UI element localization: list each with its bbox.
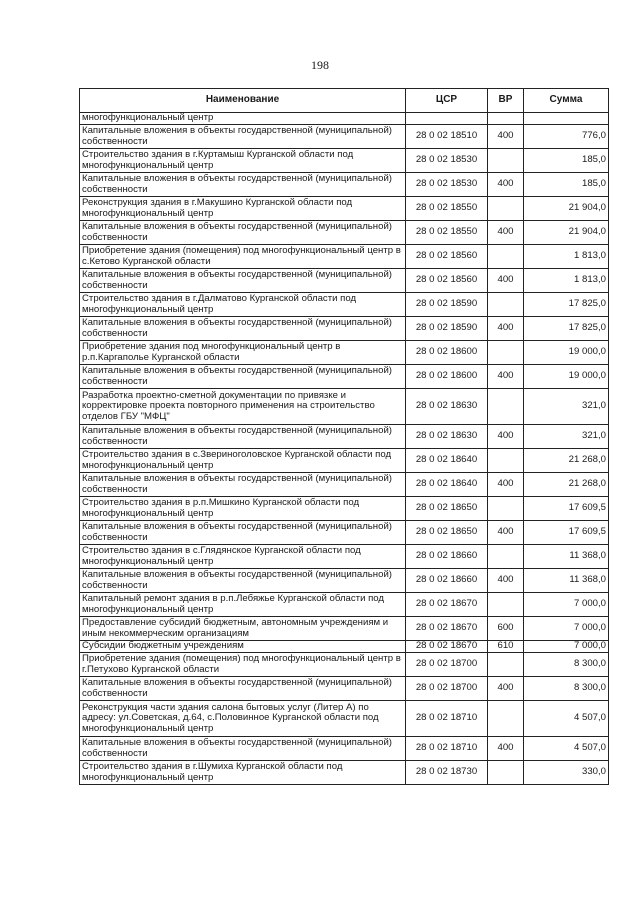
table-row — [80, 197, 609, 221]
cell-vr: 400 — [488, 569, 524, 593]
cell-sum: 7 000,0 — [524, 593, 609, 617]
cell-name: Строительство здания в с.Глядянское Курганской области под многофункциональный центр — [80, 545, 406, 569]
cell-sum: 17 825,0 — [524, 293, 609, 317]
cell-sum: 21 904,0 — [524, 197, 609, 221]
cell-name: Капитальные вложения в объекты государственной (муниципальной) собственности — [80, 521, 406, 545]
cell-name: Предоставление субсидий бюджетным, автономным учреждениям и иным некоммерческим организациям — [80, 617, 406, 641]
cell-vr: 400 — [488, 269, 524, 293]
table-row — [80, 365, 609, 389]
cell-name: Приобретение здания (помещения) под многофункциональный центр в г.Петухово Курганской области — [80, 653, 406, 677]
cell-name: Капитальный ремонт здания в р.п.Лебяжье Курганской области под многофункциональный центр — [80, 593, 406, 617]
cell-vr — [488, 293, 524, 317]
cell-vr — [488, 245, 524, 269]
cell-sum: 11 368,0 — [524, 569, 609, 593]
cell-vr: 400 — [488, 425, 524, 449]
table-row — [80, 341, 609, 365]
table-row — [80, 653, 609, 677]
cell-name: Разработка проектно-сметной документации по привязке и корректировке проекта повторного применения на строительство отделов ГБУ "МФЦ" — [80, 389, 406, 425]
cell-sum: 1 813,0 — [524, 245, 609, 269]
cell-csr: 28 0 02 18700 — [406, 677, 488, 701]
cell-vr — [488, 701, 524, 737]
table-row — [80, 521, 609, 545]
table-row — [80, 317, 609, 341]
cell-sum: 7 000,0 — [524, 617, 609, 641]
cell-name: Строительство здания в с.Звериноголовское Курганской области под многофункциональный центр — [80, 449, 406, 473]
cell-name: Капитальные вложения в объекты государственной (муниципальной) собственности — [80, 473, 406, 497]
header-sum: Сумма — [524, 89, 609, 113]
cell-csr: 28 0 02 18670 — [406, 641, 488, 653]
cell-vr — [488, 389, 524, 425]
table-row — [80, 761, 609, 785]
cell-csr — [406, 113, 488, 125]
cell-csr: 28 0 02 18510 — [406, 125, 488, 149]
cell-sum: 321,0 — [524, 389, 609, 425]
header-name: Наименование — [80, 89, 406, 113]
cell-csr: 28 0 02 18530 — [406, 173, 488, 197]
table-row — [80, 617, 609, 641]
cell-name: Реконструкция части здания салона бытовых услуг (Литер А) по адресу: ул.Советская, д.64, с.Половинное Курганской области под многофункциональный центр — [80, 701, 406, 737]
cell-sum: 7 000,0 — [524, 641, 609, 653]
cell-name: Строительство здания в г.Шумиха Курганской области под многофункциональный центр — [80, 761, 406, 785]
cell-csr: 28 0 02 18590 — [406, 317, 488, 341]
table-row — [80, 473, 609, 497]
cell-name: Строительство здания в р.п.Мишкино Курганской области под многофункциональный центр — [80, 497, 406, 521]
cell-csr: 28 0 02 18600 — [406, 365, 488, 389]
table-row — [80, 221, 609, 245]
cell-vr — [488, 545, 524, 569]
cell-csr: 28 0 02 18670 — [406, 593, 488, 617]
cell-vr — [488, 113, 524, 125]
cell-vr — [488, 653, 524, 677]
cell-csr: 28 0 02 18660 — [406, 569, 488, 593]
cell-vr: 610 — [488, 641, 524, 653]
cell-csr: 28 0 02 18590 — [406, 293, 488, 317]
cell-name: Строительство здания в г.Далматово Курганской области под многофункциональный центр — [80, 293, 406, 317]
table-row — [80, 449, 609, 473]
cell-csr: 28 0 02 18630 — [406, 425, 488, 449]
cell-vr — [488, 149, 524, 173]
table-row — [80, 545, 609, 569]
cell-sum: 17 609,5 — [524, 497, 609, 521]
cell-csr: 28 0 02 18640 — [406, 473, 488, 497]
table-row — [80, 149, 609, 173]
cell-vr: 400 — [488, 677, 524, 701]
cell-csr: 28 0 02 18550 — [406, 197, 488, 221]
cell-name: многофункциональный центр — [80, 113, 406, 125]
table-row — [80, 269, 609, 293]
cell-sum: 8 300,0 — [524, 677, 609, 701]
table-row — [80, 293, 609, 317]
table-row — [80, 125, 609, 149]
cell-name: Капитальные вложения в объекты государственной (муниципальной) собственности — [80, 365, 406, 389]
cell-sum: 19 000,0 — [524, 365, 609, 389]
cell-sum: 19 000,0 — [524, 341, 609, 365]
cell-vr: 400 — [488, 221, 524, 245]
cell-sum: 11 368,0 — [524, 545, 609, 569]
cell-csr: 28 0 02 18710 — [406, 701, 488, 737]
cell-vr — [488, 497, 524, 521]
cell-name: Капитальные вложения в объекты государственной (муниципальной) собственности — [80, 317, 406, 341]
cell-name: Субсидии бюджетным учреждениям — [80, 641, 406, 653]
cell-vr: 400 — [488, 365, 524, 389]
table-row — [80, 173, 609, 197]
table-row — [80, 245, 609, 269]
cell-csr: 28 0 02 18700 — [406, 653, 488, 677]
cell-vr — [488, 341, 524, 365]
table-body — [80, 113, 609, 785]
cell-name: Приобретение здания (помещения) под многофункциональный центр в с.Кетово Курганской области — [80, 245, 406, 269]
cell-name: Капитальные вложения в объекты государственной (муниципальной) собственности — [80, 125, 406, 149]
cell-csr: 28 0 02 18650 — [406, 521, 488, 545]
cell-sum: 185,0 — [524, 173, 609, 197]
table-row — [80, 677, 609, 701]
cell-name: Строительство здания в г.Куртамыш Курганской области под многофункциональный центр — [80, 149, 406, 173]
cell-vr: 400 — [488, 125, 524, 149]
cell-vr: 600 — [488, 617, 524, 641]
cell-sum: 185,0 — [524, 149, 609, 173]
budget-table — [79, 88, 609, 785]
cell-vr: 400 — [488, 521, 524, 545]
cell-vr: 400 — [488, 737, 524, 761]
table-row — [80, 113, 609, 125]
cell-vr: 400 — [488, 473, 524, 497]
cell-sum: 17 825,0 — [524, 317, 609, 341]
table-row — [80, 497, 609, 521]
table-row — [80, 641, 609, 653]
cell-vr — [488, 197, 524, 221]
cell-csr: 28 0 02 18600 — [406, 341, 488, 365]
cell-sum: 1 813,0 — [524, 269, 609, 293]
cell-sum — [524, 113, 609, 125]
header-vr: ВР — [488, 89, 524, 113]
cell-name: Капитальные вложения в объекты государственной (муниципальной) собственности — [80, 677, 406, 701]
cell-sum: 21 268,0 — [524, 473, 609, 497]
cell-sum: 4 507,0 — [524, 701, 609, 737]
cell-sum: 4 507,0 — [524, 737, 609, 761]
cell-name: Капитальные вложения в объекты государственной (муниципальной) собственности — [80, 737, 406, 761]
cell-sum: 776,0 — [524, 125, 609, 149]
cell-name: Реконструкция здания в г.Макушино Курганской области под многофункциональный центр — [80, 197, 406, 221]
cell-name: Капитальные вложения в объекты государственной (муниципальной) собственности — [80, 173, 406, 197]
cell-vr — [488, 761, 524, 785]
cell-csr: 28 0 02 18650 — [406, 497, 488, 521]
table-row — [80, 737, 609, 761]
cell-sum: 17 609,5 — [524, 521, 609, 545]
cell-name: Капитальные вложения в объекты государственной (муниципальной) собственности — [80, 569, 406, 593]
cell-csr: 28 0 02 18550 — [406, 221, 488, 245]
cell-csr: 28 0 02 18530 — [406, 149, 488, 173]
table-row — [80, 593, 609, 617]
cell-sum: 21 904,0 — [524, 221, 609, 245]
cell-csr: 28 0 02 18630 — [406, 389, 488, 425]
cell-name: Капитальные вложения в объекты государственной (муниципальной) собственности — [80, 221, 406, 245]
cell-name: Капитальные вложения в объекты государственной (муниципальной) собственности — [80, 425, 406, 449]
cell-name: Приобретение здания под многофункциональный центр в р.п.Каргаполье Курганской области — [80, 341, 406, 365]
cell-csr: 28 0 02 18730 — [406, 761, 488, 785]
header-csr: ЦСР — [406, 89, 488, 113]
cell-sum: 21 268,0 — [524, 449, 609, 473]
cell-name: Капитальные вложения в объекты государственной (муниципальной) собственности — [80, 269, 406, 293]
cell-vr — [488, 449, 524, 473]
cell-csr: 28 0 02 18660 — [406, 545, 488, 569]
cell-sum: 330,0 — [524, 761, 609, 785]
table-row — [80, 389, 609, 425]
page-number: 198 — [311, 58, 329, 72]
table-row — [80, 569, 609, 593]
cell-csr: 28 0 02 18560 — [406, 269, 488, 293]
cell-sum: 321,0 — [524, 425, 609, 449]
table-header-row — [80, 89, 609, 113]
cell-csr: 28 0 02 18560 — [406, 245, 488, 269]
cell-csr: 28 0 02 18640 — [406, 449, 488, 473]
table-row — [80, 425, 609, 449]
cell-vr: 400 — [488, 173, 524, 197]
cell-vr: 400 — [488, 317, 524, 341]
table-row — [80, 701, 609, 737]
cell-vr — [488, 593, 524, 617]
cell-csr: 28 0 02 18710 — [406, 737, 488, 761]
cell-csr: 28 0 02 18670 — [406, 617, 488, 641]
cell-sum: 8 300,0 — [524, 653, 609, 677]
